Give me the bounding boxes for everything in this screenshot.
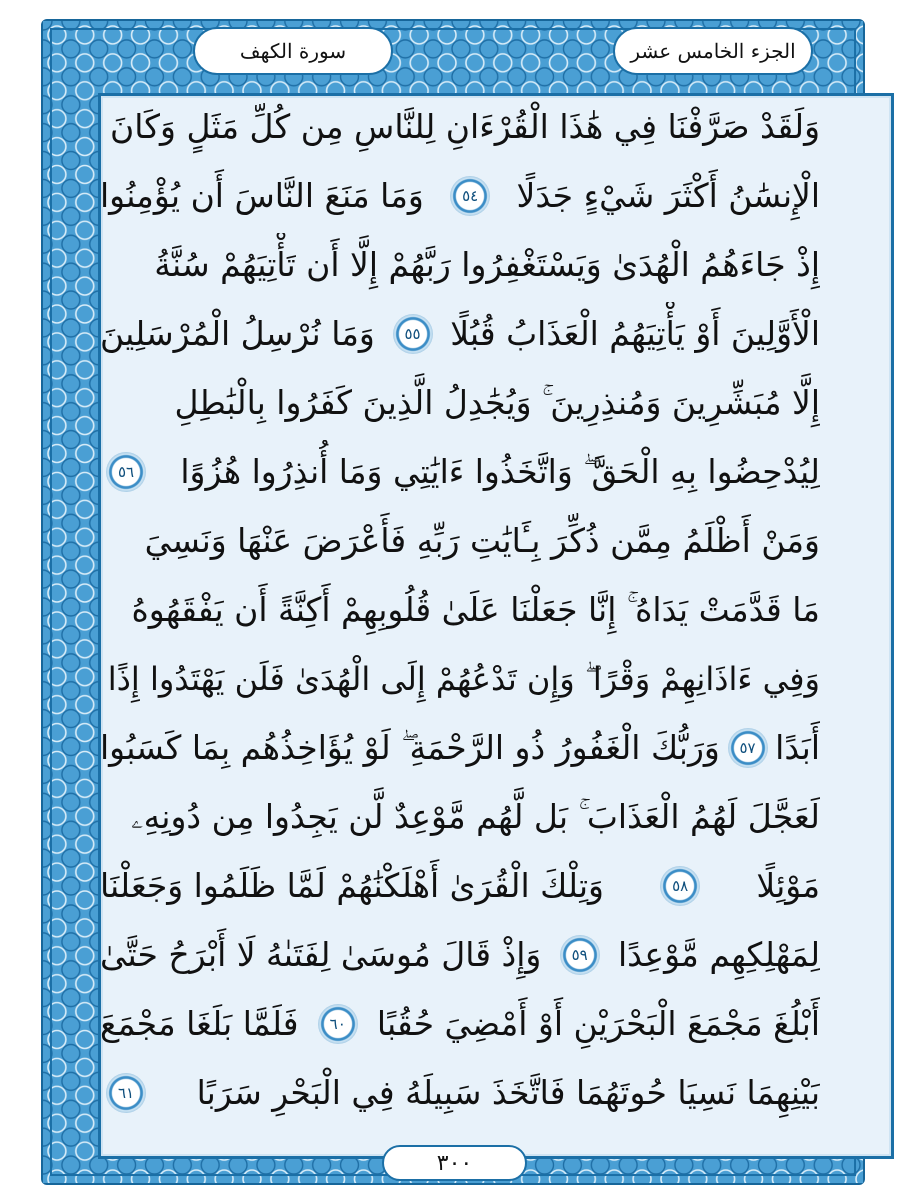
line-text: الْأَوَّلِينَ أَوْ يَأْتِيَهُمُ الْعَذَابُ قُبُلًا [450, 314, 820, 353]
juz-header [613, 27, 813, 75]
line-text: وَفِي ءَاذَانِهِمْ وَقْرًا ۖ وَإِن تَدْعُهُمْ إِلَى الْهُدَىٰ فَلَن يَهْتَدُوا إِذًا [107, 660, 820, 698]
line-text: إِذْ جَاءَهُمُ الْهُدَىٰ وَيَسْتَغْفِرُوا رَبَّهُمْ إِلَّا أَن تَأْتِيَهُمْ سُنَّةُ [154, 245, 820, 284]
line-text: وَلَقَدْ صَرَّفْنَا فِي هَٰذَا الْقُرْءَانِ لِلنَّاسِ مِن كُلِّ مَثَلٍ وَكَانَ [110, 107, 820, 146]
ayah-number-marker: ٦١ [106, 1073, 146, 1113]
line-text: لِمَهْلِكِهِم مَّوْعِدًا [617, 935, 820, 974]
text-line [100, 95, 820, 159]
ayah-number-marker: ٥٩ [560, 935, 600, 975]
line-text: أَبَدًا [775, 728, 820, 767]
line-text: وَمَا نُرْسِلُ الْمُرْسَلِينَ [100, 314, 375, 353]
line-text: وَإِذْ قَالَ مُوسَىٰ لِفَتَىٰهُ لَا أَبْرَحُ حَتَّىٰ [100, 935, 542, 974]
text-line [100, 854, 820, 918]
line-text: بَيْنِهِمَا نَسِيَا حُوتَهُمَا فَاتَّخَذَ سَبِيلَهُ فِي الْبَحْرِ سَرَبًا [196, 1073, 820, 1112]
page-number-label: ٣٠٠ [436, 1150, 473, 1176]
juz-label: الجزء الخامس عشر [630, 39, 796, 63]
ayah-number-marker: ٥٧ [728, 728, 768, 768]
text-line [100, 440, 820, 504]
line-text: وَتِلْكَ الْقُرَىٰ أَهْلَكْنَٰهُمْ لَمَّا ظَلَمُوا وَجَعَلْنَا [100, 866, 604, 905]
ayah-number-marker: ٥٦ [106, 452, 146, 492]
text-line [100, 233, 820, 297]
page-number [382, 1145, 527, 1181]
ayah-number-marker: ٥٤ [450, 176, 490, 216]
text-line [100, 716, 820, 780]
line-text: وَمَا مَنَعَ النَّاسَ أَن يُؤْمِنُوا [100, 176, 424, 215]
text-line [100, 164, 820, 228]
line-text: وَرَبُّكَ الْغَفُورُ ذُو الرَّحْمَةِ ۖ لَوْ يُؤَاخِذُهُم بِمَا كَسَبُوا [100, 728, 720, 767]
line-text: إِلَّا مُبَشِّرِينَ وَمُنذِرِينَ ۚ وَيُجَٰدِلُ الَّذِينَ كَفَرُوا بِالْبَٰطِلِ [174, 383, 820, 422]
line-text: أَبْلُغَ مَجْمَعَ الْبَحْرَيْنِ أَوْ أَمْضِيَ حُقُبًا [376, 1004, 820, 1043]
text-line [100, 785, 820, 849]
text-line [100, 578, 820, 642]
text-line [100, 923, 820, 987]
line-text: لَعَجَّلَ لَهُمُ الْعَذَابَ ۚ بَل لَّهُم مَّوْعِدٌ لَّن يَجِدُوا مِن دُونِهِۦ [131, 797, 820, 836]
surah-name-header [193, 27, 393, 75]
verse-lines [100, 95, 820, 1125]
line-text: لِيُدْحِضُوا بِهِ الْحَقَّ ۖ وَاتَّخَذُوا ءَايَٰتِي وَمَا أُنذِرُوا هُزُوًا [180, 452, 820, 491]
line-text: فَلَمَّا بَلَغَا مَجْمَعَ [100, 1004, 299, 1043]
text-line [100, 992, 820, 1056]
ayah-number-marker: ٥٨ [660, 866, 700, 906]
text-line [100, 371, 820, 435]
line-text: الْإِنسَٰنُ أَكْثَرَ شَيْءٍ جَدَلًا [516, 176, 820, 215]
text-line [100, 1061, 820, 1125]
text-line [100, 302, 820, 366]
line-text: مَا قَدَّمَتْ يَدَاهُ ۚ إِنَّا جَعَلْنَا عَلَىٰ قُلُوبِهِمْ أَكِنَّةً أَن يَفْقَهُوهُ [131, 590, 820, 629]
ayah-number-marker: ٦٠ [318, 1004, 358, 1044]
line-text: مَوْئِلًا [756, 866, 820, 905]
text-line [100, 509, 820, 573]
surah-name-label: سورة الكهف [239, 39, 347, 63]
text-line [100, 647, 820, 711]
ayah-number-marker: ٥٥ [393, 314, 433, 354]
line-text: وَمَنْ أَظْلَمُ مِمَّن ذُكِّرَ بِـَٔايَٰتِ رَبِّهِ فَأَعْرَضَ عَنْهَا وَنَسِيَ [144, 521, 820, 560]
